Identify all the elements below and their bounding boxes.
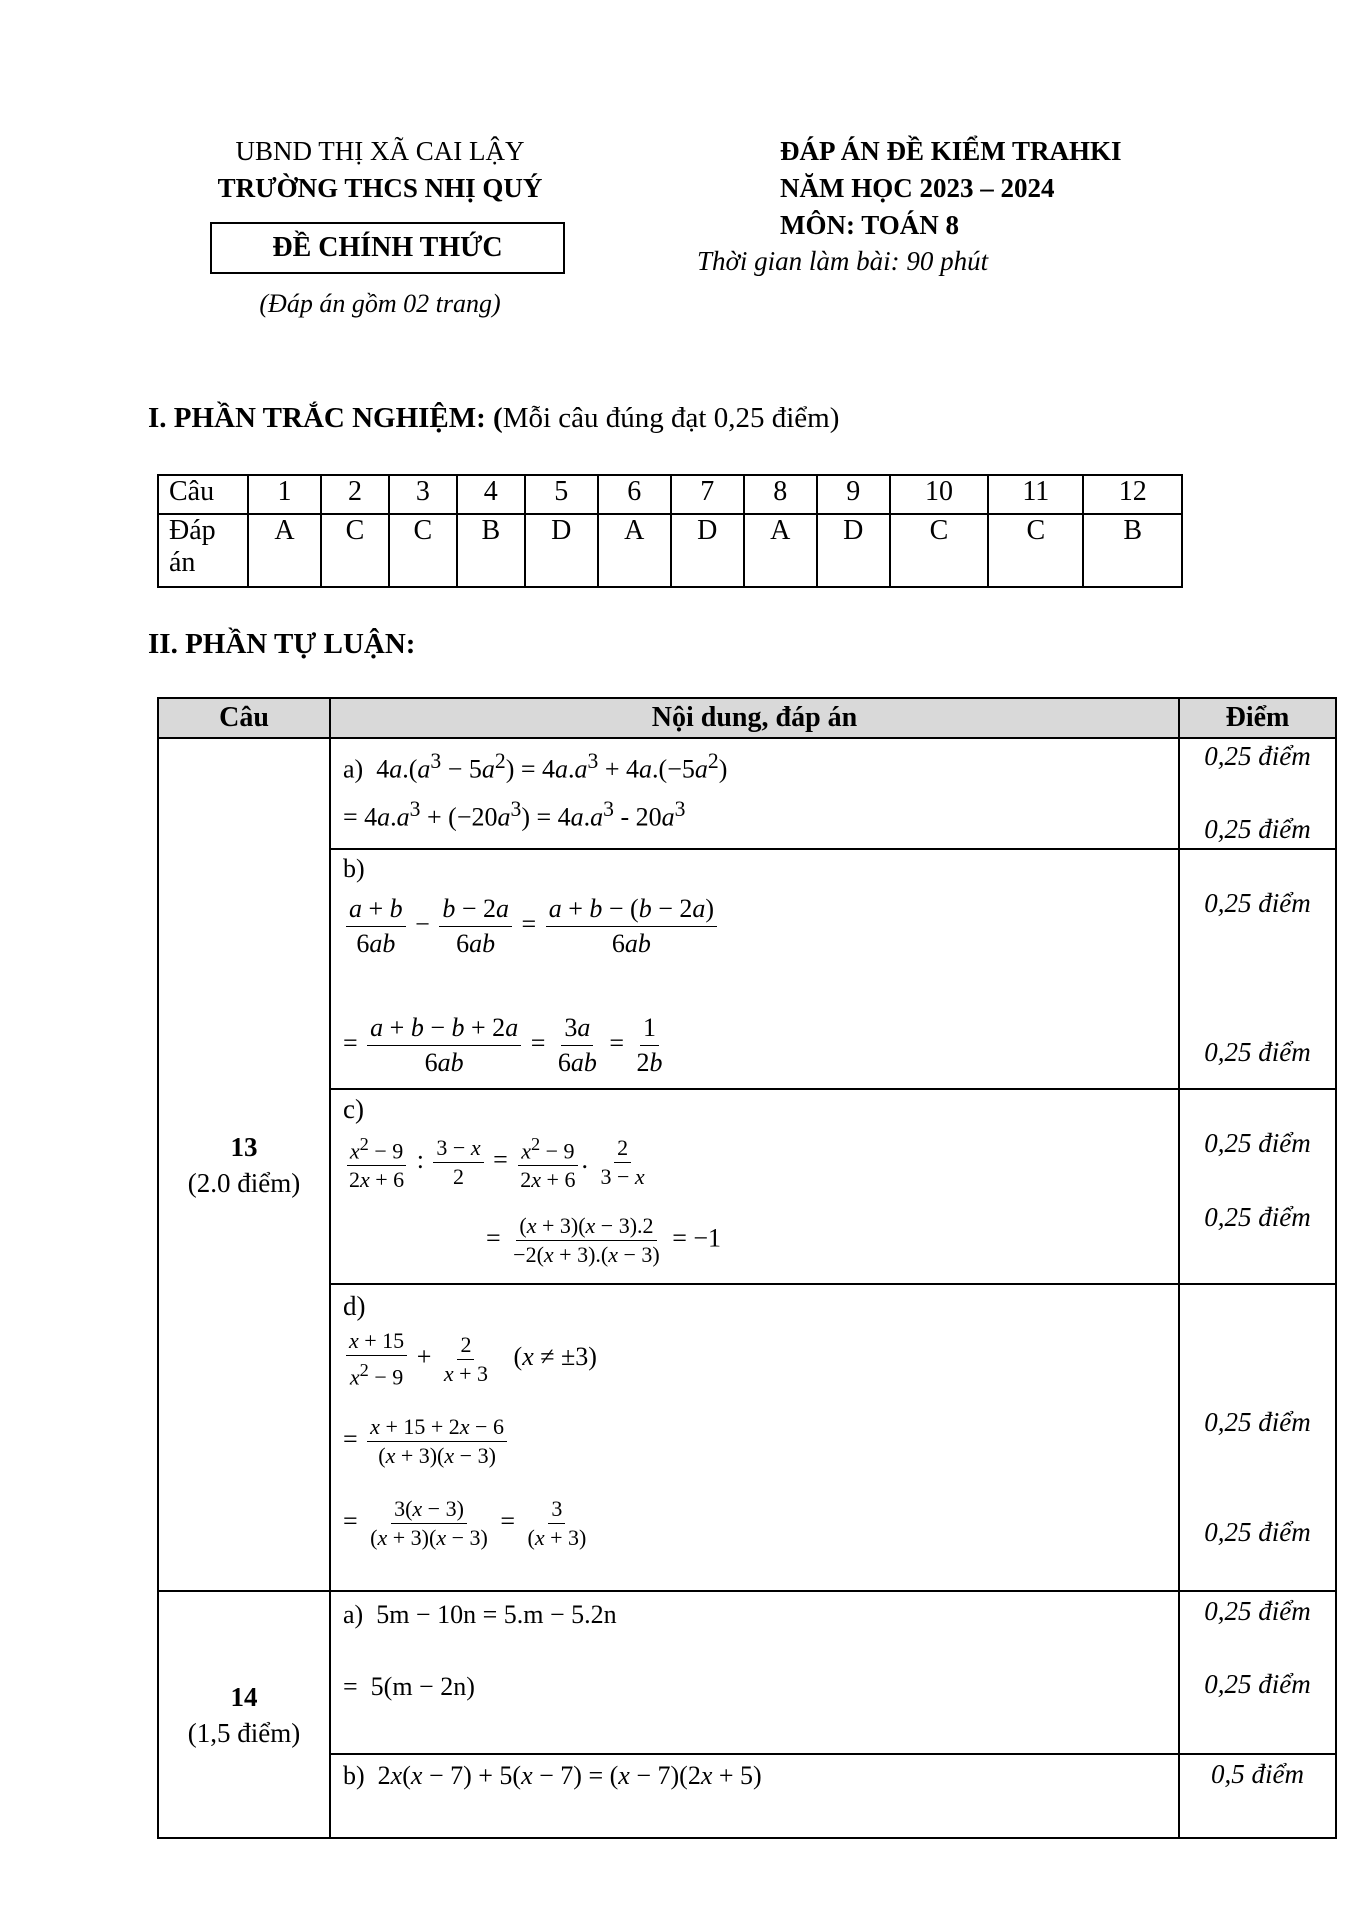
essay-header-row <box>158 698 1336 738</box>
answer-cell: C <box>890 514 989 587</box>
part2-title: II. PHẦN TỰ LUẬN: <box>148 628 416 660</box>
math-line: = 5(m − 2n) <box>343 1672 475 1701</box>
district-name: UBND THỊ XÃ CAI LẬY <box>235 136 525 166</box>
part-label: d) <box>343 1291 366 1321</box>
math-line: $\frac{a + b}{6ab}$ − $\frac{b - 2a}{6ab}$ = $\frac{a + b - (b - 2a)}{6ab}$ <box>343 892 720 961</box>
question-number: 6 <box>598 475 671 514</box>
col-header-points: Điểm <box>1179 698 1336 738</box>
math-line: $\frac{x + 15}{x^2 - 9}$ + $\frac{2}{x + 3}$ (x ≠ ±3) <box>343 1327 597 1391</box>
question-number: 9 <box>817 475 890 514</box>
math-line: = $\frac{x + 15 + 2x - 6}{(x + 3)(x - 3)}$ <box>343 1413 510 1470</box>
question-number: 12 <box>1083 475 1182 514</box>
math-line: a) $4a.(a^3 - 5a^2) = 4a.a^3 + 4a.(-5a^2)$ <box>343 749 728 784</box>
answer-cell: D <box>817 514 890 587</box>
part-label: c) <box>343 1094 364 1124</box>
answer-cell: A <box>744 514 817 587</box>
question-points: (2.0 điểm) <box>187 1167 301 1198</box>
answer-cell: C <box>988 514 1083 587</box>
header-left <box>150 133 610 207</box>
question-number: 11 <box>988 475 1083 514</box>
row-label-question: Câu <box>158 475 248 514</box>
school-year: NĂM HỌC 2023 – 2024 <box>780 173 1055 203</box>
multiple-choice-table <box>157 474 1183 588</box>
math-line: = $\frac{3(x - 3)}{(x + 3)(x - 3)}$ = $\frac{3}{(x + 3)}$ <box>343 1496 587 1550</box>
question-number: 8 <box>744 475 817 514</box>
math-line: b) 2x(x − 7) + 5(x − 7) = (x − 7)(2x + 5) <box>343 1761 762 1790</box>
page-count-note: (Đáp án gồm 02 trang) <box>259 289 501 318</box>
answer-cell: C <box>321 514 389 587</box>
table-row <box>158 738 1336 849</box>
answer-cell: A <box>248 514 321 587</box>
table-row <box>158 849 1336 1089</box>
school-name: TRƯỜNG THCS NHỊ QUÝ <box>217 173 543 203</box>
question-number: 4 <box>457 475 525 514</box>
points-13b: 0,25 điểm 0,25 điểm <box>1179 849 1336 1089</box>
question-number: 10 <box>890 475 989 514</box>
question-14-cell <box>158 1591 330 1838</box>
question-number: 2 <box>321 475 389 514</box>
question-13-cell <box>158 738 330 1591</box>
points-13c: 0,25 điểm 0,25 điểm <box>1179 1089 1336 1284</box>
answer-cell: D <box>671 514 744 587</box>
math-line: = $\frac{(x + 3)(x - 3).2}{-2(x + 3).(x - 3)}$ = −1 <box>486 1213 722 1267</box>
answer-14b <box>330 1754 1179 1838</box>
points-13a: 0,25 điểm 0,25 điểm <box>1179 738 1336 849</box>
question-number: 5 <box>525 475 598 514</box>
answer-13a <box>330 738 1179 849</box>
answer-cell: B <box>1083 514 1182 587</box>
answer-cell: C <box>389 514 457 587</box>
question-points: (1,5 điểm) <box>187 1717 301 1748</box>
answer-cell: A <box>598 514 671 587</box>
exam-duration: Thời gian làm bài: 90 phút <box>697 246 989 276</box>
answer-13b <box>330 849 1179 1089</box>
doc-title: ĐÁP ÁN ĐỀ KIỂM TRAHKI <box>780 136 1122 166</box>
col-header-question: Câu <box>158 698 330 738</box>
row-label-answer: Đáp án <box>158 514 248 587</box>
part-label: b) <box>343 854 365 883</box>
math-line: = $\frac{a + b - b + 2a}{6ab}$ = $\frac{3a}{6ab}$ = $\frac{1}{2b}$ <box>343 1013 663 1077</box>
question-number: 13 <box>230 1131 258 1162</box>
header-right <box>780 133 1122 244</box>
table-row <box>158 1754 1336 1838</box>
question-number: 1 <box>248 475 321 514</box>
math-line: a) 5m − 10n = 5.m − 5.2n <box>343 1600 617 1629</box>
question-row <box>158 475 1182 514</box>
answer-cell: B <box>457 514 525 587</box>
col-header-content: Nội dung, đáp án <box>330 698 1179 738</box>
official-label: ĐỀ CHÍNH THỨC <box>210 222 565 274</box>
points-13d: 0,25 điểm 0,25 điểm <box>1179 1284 1336 1591</box>
subject: MÔN: TOÁN 8 <box>780 210 960 240</box>
answer-14a <box>330 1591 1179 1754</box>
math-line: $\frac{x^2 - 9}{2x + 6}$ : $\frac{3 - x}{2}$ = $\frac{x^2 - 9}{2x + 6}$ . $\frac{2}{3 - x}$ <box>343 1130 651 1194</box>
table-row <box>158 1089 1336 1284</box>
part1-title: I. PHẦN TRẮC NGHIỆM: (Mỗi câu đúng đạt 0,25 điểm) <box>148 402 840 434</box>
essay-table <box>157 697 1337 1839</box>
answer-13c <box>330 1089 1179 1284</box>
question-number: 7 <box>671 475 744 514</box>
answer-13d <box>330 1284 1179 1591</box>
points-14b: 0,5 điểm <box>1179 1754 1336 1838</box>
table-row <box>158 1591 1336 1754</box>
answer-cell: D <box>525 514 598 587</box>
answer-row <box>158 514 1182 587</box>
table-row <box>158 1284 1336 1591</box>
points-14a: 0,25 điểm 0,25 điểm <box>1179 1591 1336 1754</box>
math-line: = $4a.a^3 + (-20a^3) = 4a.a^3 - 20a^3$ <box>343 797 686 832</box>
question-number: 14 <box>230 1681 258 1712</box>
question-number: 3 <box>389 475 457 514</box>
